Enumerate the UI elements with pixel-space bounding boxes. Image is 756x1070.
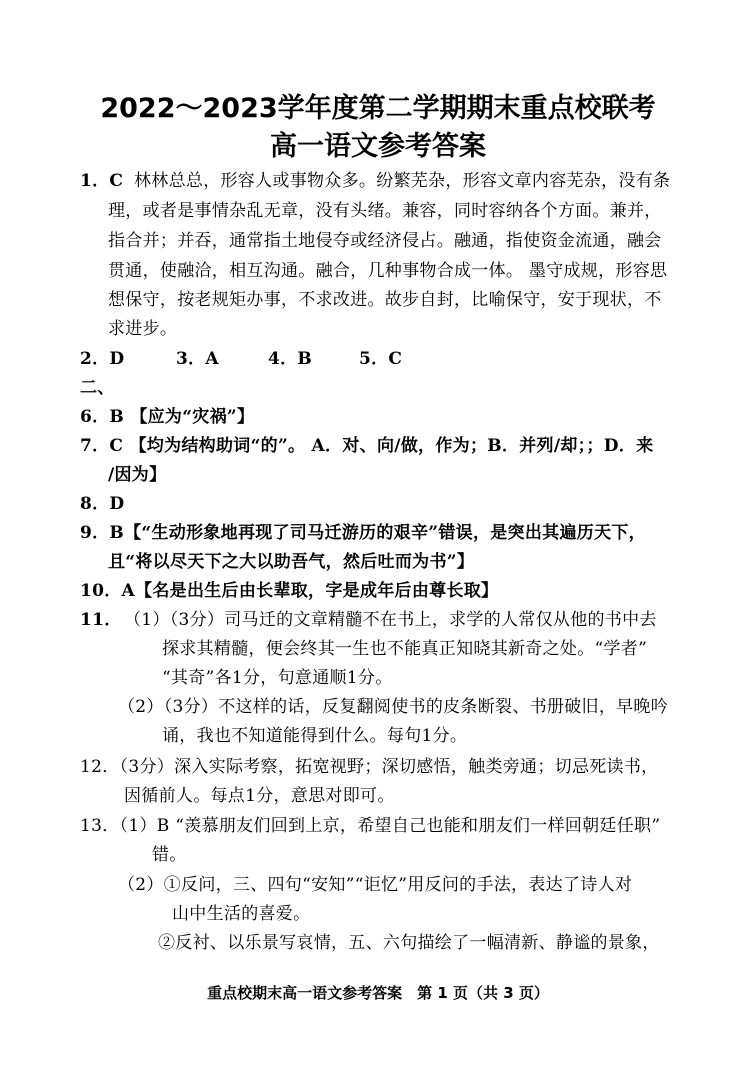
q13-part1: 13．（1）B “羡慕朋友们回到上京，希望自己也能和朋友们一样回朝廷任职” — [80, 816, 661, 836]
q1-line: 求进步。 — [108, 319, 178, 339]
q13-part2-cont: 山中生活的喜爱。 — [172, 904, 311, 924]
q6-answer: 6．B 【应为“灾祸”】 — [80, 407, 255, 427]
q5-answer: 5．C — [359, 349, 403, 369]
q10-answer: 10．A【名是出生后由长辈取，字是成年后由尊长取】 — [80, 581, 499, 601]
q4-answer: 4．B — [268, 349, 313, 369]
q8-answer: 8．D — [80, 494, 125, 514]
page-subtitle: 高一语文参考答案 — [270, 131, 486, 162]
q11-part1-cont: 探求其精髓，便会终其一生也不能真正知晓其新奇之处。“学者” — [162, 639, 648, 659]
q7-answer-cont: /因为】 — [108, 465, 167, 485]
q13-part2: （2）①反问，三、四句“安知”“讵忆”用反问的手法，表达了诗人对 — [118, 875, 633, 895]
page-footer: 重点校期末高一语文参考答案 第 1 页（共 3 页） — [207, 984, 549, 1002]
section-heading: 二、 — [80, 378, 115, 398]
q13-part1-cont: 错。 — [152, 845, 187, 865]
q1-line: 指合并；并吞，通常指土地侵夺或经济侵占。融通，指使资金流通，融会 — [108, 231, 662, 251]
q7-answer: 7．C 【均为结构助词“的”。 A．对、向/做，作为；B．并列/却；；D．来 — [80, 436, 654, 456]
q11-part2: （2）（3分）不这样的话，反复翻阅使书的皮条断裂、书册破旧，早晚吟 — [118, 697, 669, 717]
q1-line: 林林总总，形容人或事物众多。纷繁芜杂，形容文章内容芜杂，没有条 — [134, 171, 671, 191]
q1-number: 1．C — [80, 171, 124, 191]
q1-line: 想保守，按老规矩办事，不求改进。故步自封，比喻保守，安于现状，不 — [108, 290, 662, 310]
q2-answer: 2．D — [80, 349, 125, 369]
q9-answer-cont: 且“将以尽天下之大以助吾气，然后吐而为书”】 — [108, 552, 475, 572]
q11-part1: （1）（3分）司马迁的文章精髓不在书上，求学的人常仅从他的书中去 — [124, 610, 657, 630]
q3-answer: 3．A — [176, 349, 219, 369]
q12-answer-cont: 因循前人。每点1分，意思对即可。 — [124, 786, 395, 806]
q9-answer: 9．B【“生动形象地再现了司马迁游历的艰辛”错误，是突出其遍历天下， — [80, 523, 646, 543]
q11-number: 11． — [80, 610, 122, 630]
q11-part2-cont: 诵，我也不知道能得到什么。每句1分。 — [162, 726, 468, 746]
q12-answer: 12．（3分）深入实际考察，拓宽视野；深切感悟，触类旁通；切忌死读书， — [80, 757, 659, 777]
q1-line: 理，或者是事情杂乱无章，没有头绪。兼容，同时容纳各个方面。兼并， — [108, 201, 662, 221]
q11-part1-cont: “其奇”各1分，句意通顺1分。 — [162, 668, 393, 688]
q13-part2-item2: ②反衬、以乐景写哀情，五、六句描绘了一幅清新、静谧的景象， — [158, 933, 660, 953]
q1-line: 贯通，使融洽，相互沟通。融合，几种事物合成一体。 墨守成规，形容思 — [108, 261, 668, 281]
page-title: 2022～2023学年度第二学期期末重点校联考 — [100, 93, 656, 124]
